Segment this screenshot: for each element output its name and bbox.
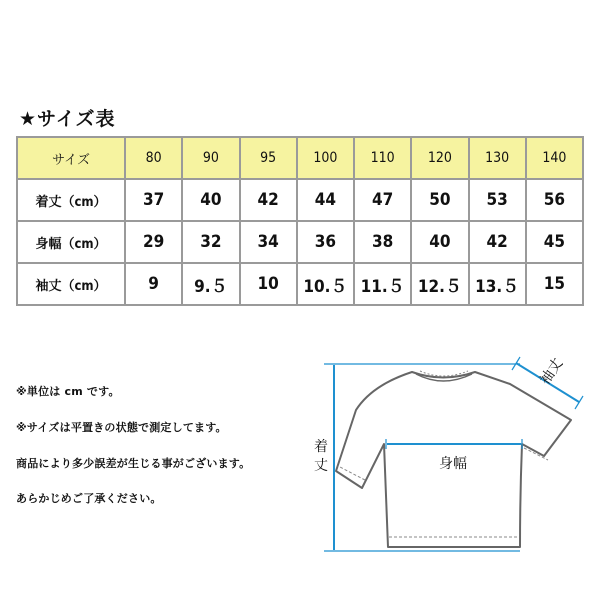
- value-cell: 12.５: [411, 263, 468, 305]
- value-cell: 15: [526, 263, 583, 305]
- row-label: 着丈（cm）: [17, 179, 125, 221]
- width-label: 身幅: [439, 456, 467, 472]
- value-cell: 36: [297, 221, 354, 263]
- value-cell: 32: [182, 221, 239, 263]
- value-cell: 29: [125, 221, 182, 263]
- value-cell: 34: [240, 221, 297, 263]
- size-cell: 110: [354, 137, 411, 179]
- note-unit: ※単位は cm です。: [16, 385, 120, 398]
- row-label: 袖丈（cm）: [17, 263, 125, 305]
- size-cell: 95: [240, 137, 297, 179]
- size-header-cell: サイズ: [17, 137, 125, 179]
- note-apology: あらかじめご了承ください。: [16, 492, 162, 505]
- note-tolerance: 商品により多少誤差が生じる事がございます。: [16, 457, 251, 470]
- size-cell: 120: [411, 137, 468, 179]
- value-cell: 10: [240, 263, 297, 305]
- value-cell: 10.５: [297, 263, 354, 305]
- length-label-bottom: 丈: [314, 458, 328, 474]
- value-cell: 40: [411, 221, 468, 263]
- length-label-top: 着: [314, 439, 328, 455]
- size-cell: 130: [469, 137, 526, 179]
- value-cell: 47: [354, 179, 411, 221]
- size-cell: 80: [125, 137, 182, 179]
- value-cell: 50: [411, 179, 468, 221]
- size-cell: 140: [526, 137, 583, 179]
- value-cell: 11.５: [354, 263, 411, 305]
- value-cell: 56: [526, 179, 583, 221]
- value-cell: 45: [526, 221, 583, 263]
- value-cell: 37: [125, 179, 182, 221]
- value-cell: 40: [182, 179, 239, 221]
- value-cell: 44: [297, 179, 354, 221]
- value-cell: 38: [354, 221, 411, 263]
- sleeve-label: 袖丈: [537, 355, 567, 388]
- row-label: 身幅（cm）: [17, 221, 125, 263]
- value-cell: 53: [469, 179, 526, 221]
- size-chart-title: ★サイズ表: [19, 108, 116, 130]
- size-cell: 90: [182, 137, 239, 179]
- value-cell: 9: [125, 263, 182, 305]
- value-cell: 42: [469, 221, 526, 263]
- note-measurement: ※サイズは平置きの状態で測定してます。: [16, 421, 227, 434]
- value-cell: 9.５: [182, 263, 239, 305]
- value-cell: 13.５: [469, 263, 526, 305]
- size-cell: 100: [297, 137, 354, 179]
- value-cell: 42: [240, 179, 297, 221]
